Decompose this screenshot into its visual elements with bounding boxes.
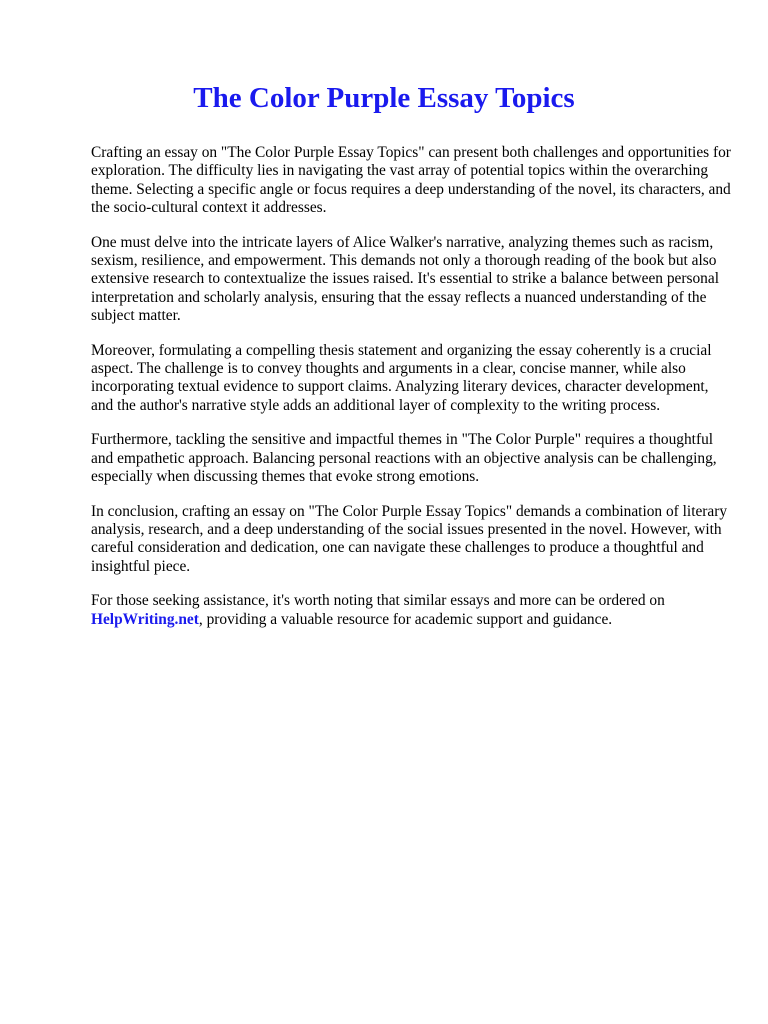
paragraph-closing bbox=[91, 592, 731, 629]
closing-text-after-link: , providing a valuable resource for academic support and guidance. bbox=[198, 610, 613, 628]
essay-body bbox=[91, 144, 731, 645]
paragraph-narrative: One must delve into the intricate layers of Alice Walker's narrative, analyzing themes such as racism, sexism, resilience, and empowerment. This demands not only a thorough reading of the book but also extensive research to contextualize the issues raised. It's essential to strike a balance between personal interpretation and scholarly analysis, ensuring that the essay reflects a nuanced understanding of the subject matter. bbox=[91, 233, 719, 325]
paragraph-conclusion: In conclusion, crafting an essay on "The Color Purple Essay Topics" demands a combination of literary analysis, research, and a deep understanding of the social issues presented in the novel. However, with careful consideration and dedication, one can navigate these challenges to produce a thoughtful and insightful piece. bbox=[91, 502, 728, 575]
paragraph-intro: Crafting an essay on "The Color Purple Essay Topics" can present both challenges and opportunities for exploration. The difficulty lies in navigating the vast array of potential topics within the overarching theme. Selecting a specific angle or focus requires a deep understanding of the novel, its characters, and the socio-cultural context it addresses. bbox=[91, 144, 731, 217]
helpwriting-link[interactable]: HelpWriting.net bbox=[91, 610, 199, 628]
paragraph-themes: Furthermore, tackling the sensitive and impactful themes in "The Color Purple" requires a thoughtful and empathetic approach. Balancing personal reactions with an objective analysis can be challenging, especially when discussing themes that evoke strong emotions. bbox=[91, 431, 717, 486]
closing-text-before-link: For those seeking assistance, it's worth noting that similar essays and more can be ordered on bbox=[91, 592, 665, 610]
paragraph-thesis: Moreover, formulating a compelling thesis statement and organizing the essay coherently is a crucial aspect. The challenge is to convey thoughts and arguments in a clear, concise manner, while also incorporating textual evidence to support claims. Analyzing literary devices, character development, and the author's narrative style adds an additional layer of complexity to the writing process. bbox=[91, 341, 712, 414]
page-title: The Color Purple Essay Topics bbox=[193, 82, 575, 114]
